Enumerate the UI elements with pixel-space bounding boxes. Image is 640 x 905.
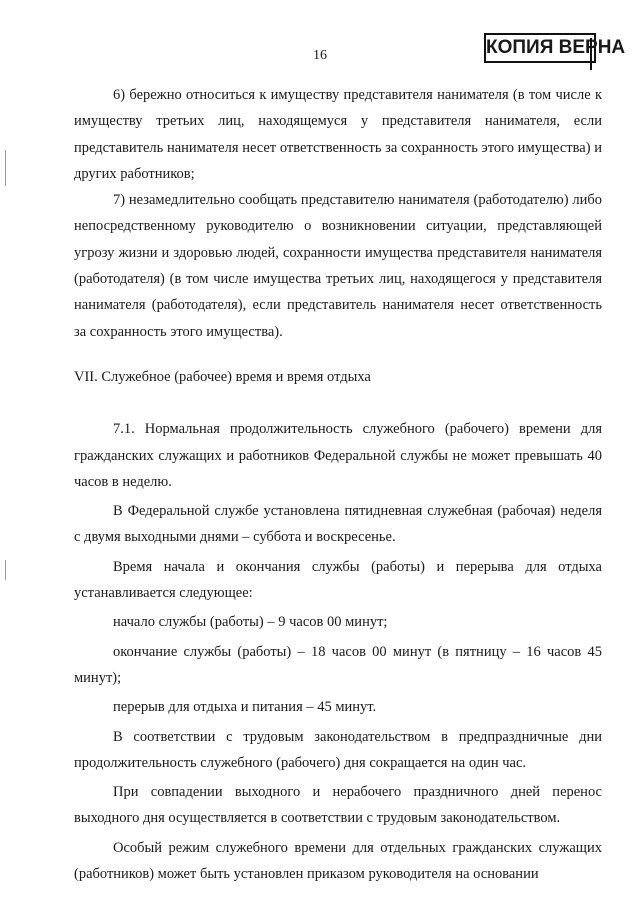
paragraph-item-7: 7) незамедлительно сообщать представителю нанимателя (работодателю) либо непосредственному руководителю о возникновении ситуации, представляющей угрозу жизни и здоровью людей, сохранности имущества представителя нанимателя (работодателя) (в том числе имущества третьих лиц, находящегося у представителя нанимателя (работодателя), если представитель нанимателя несет ответственность за сохранность этого имущества).: [74, 192, 602, 340]
paragraph-preholiday: В соответствии с трудовым законодательством в предпраздничные дни продолжительность служебного (рабочего) дня сокращается на один час.: [74, 728, 602, 771]
paragraph-start-time: начало службы (работы) – 9 часов 00 минут;: [113, 614, 388, 631]
paragraph-item-6: 6) бережно относиться к имуществу представителя нанимателя (в том числе к имуществу третьих лиц, находящемуся у представителя нанимателя, если представитель нанимателя несет ответственность за сохранность этого имущества) и других работников;: [74, 87, 602, 182]
paragraph-break-time: перерыв для отдыха и питания – 45 минут.: [113, 699, 377, 716]
paragraph-7-1: 7.1. Нормальная продолжительность служебного (рабочего) времени для гражданских служащих и работников Федеральной службы не может превышать 40 часов в неделю.: [74, 421, 602, 490]
certified-copy-stamp: КОПИЯ ВЕРНА: [484, 33, 596, 63]
section-heading: VII. Служебное (рабочее) время и время отдыха: [74, 368, 371, 385]
paragraph-schedule-intro: Время начала и окончания службы (работы) и перерыва для отдыха устанавливается следующее:: [74, 558, 602, 602]
paragraph-end-time: окончание службы (работы) – 18 часов 00 минут (в пятницу – 16 часов 45 минут);: [74, 643, 602, 686]
paragraph-work-week: В Федеральной службе установлена пятидневная служебная (рабочая) неделя с двумя выходными днями – суббота и воскресенье.: [74, 503, 602, 546]
scan-margin-mark: [5, 560, 6, 580]
scan-margin-mark: [5, 150, 6, 186]
stamp-mark: [590, 38, 598, 70]
document-body: [74, 82, 602, 887]
page-number: 16: [313, 48, 327, 63]
paragraph-special-regime: Особый режим служебного времени для отдельных гражданских служащих (работников) может быть установлен приказом руководителя на основании: [74, 839, 602, 883]
paragraph-holiday-transfer: При совпадении выходного и нерабочего праздничного дней перенос выходного дня осуществляется в соответствии с трудовым законодательством.: [74, 784, 602, 827]
